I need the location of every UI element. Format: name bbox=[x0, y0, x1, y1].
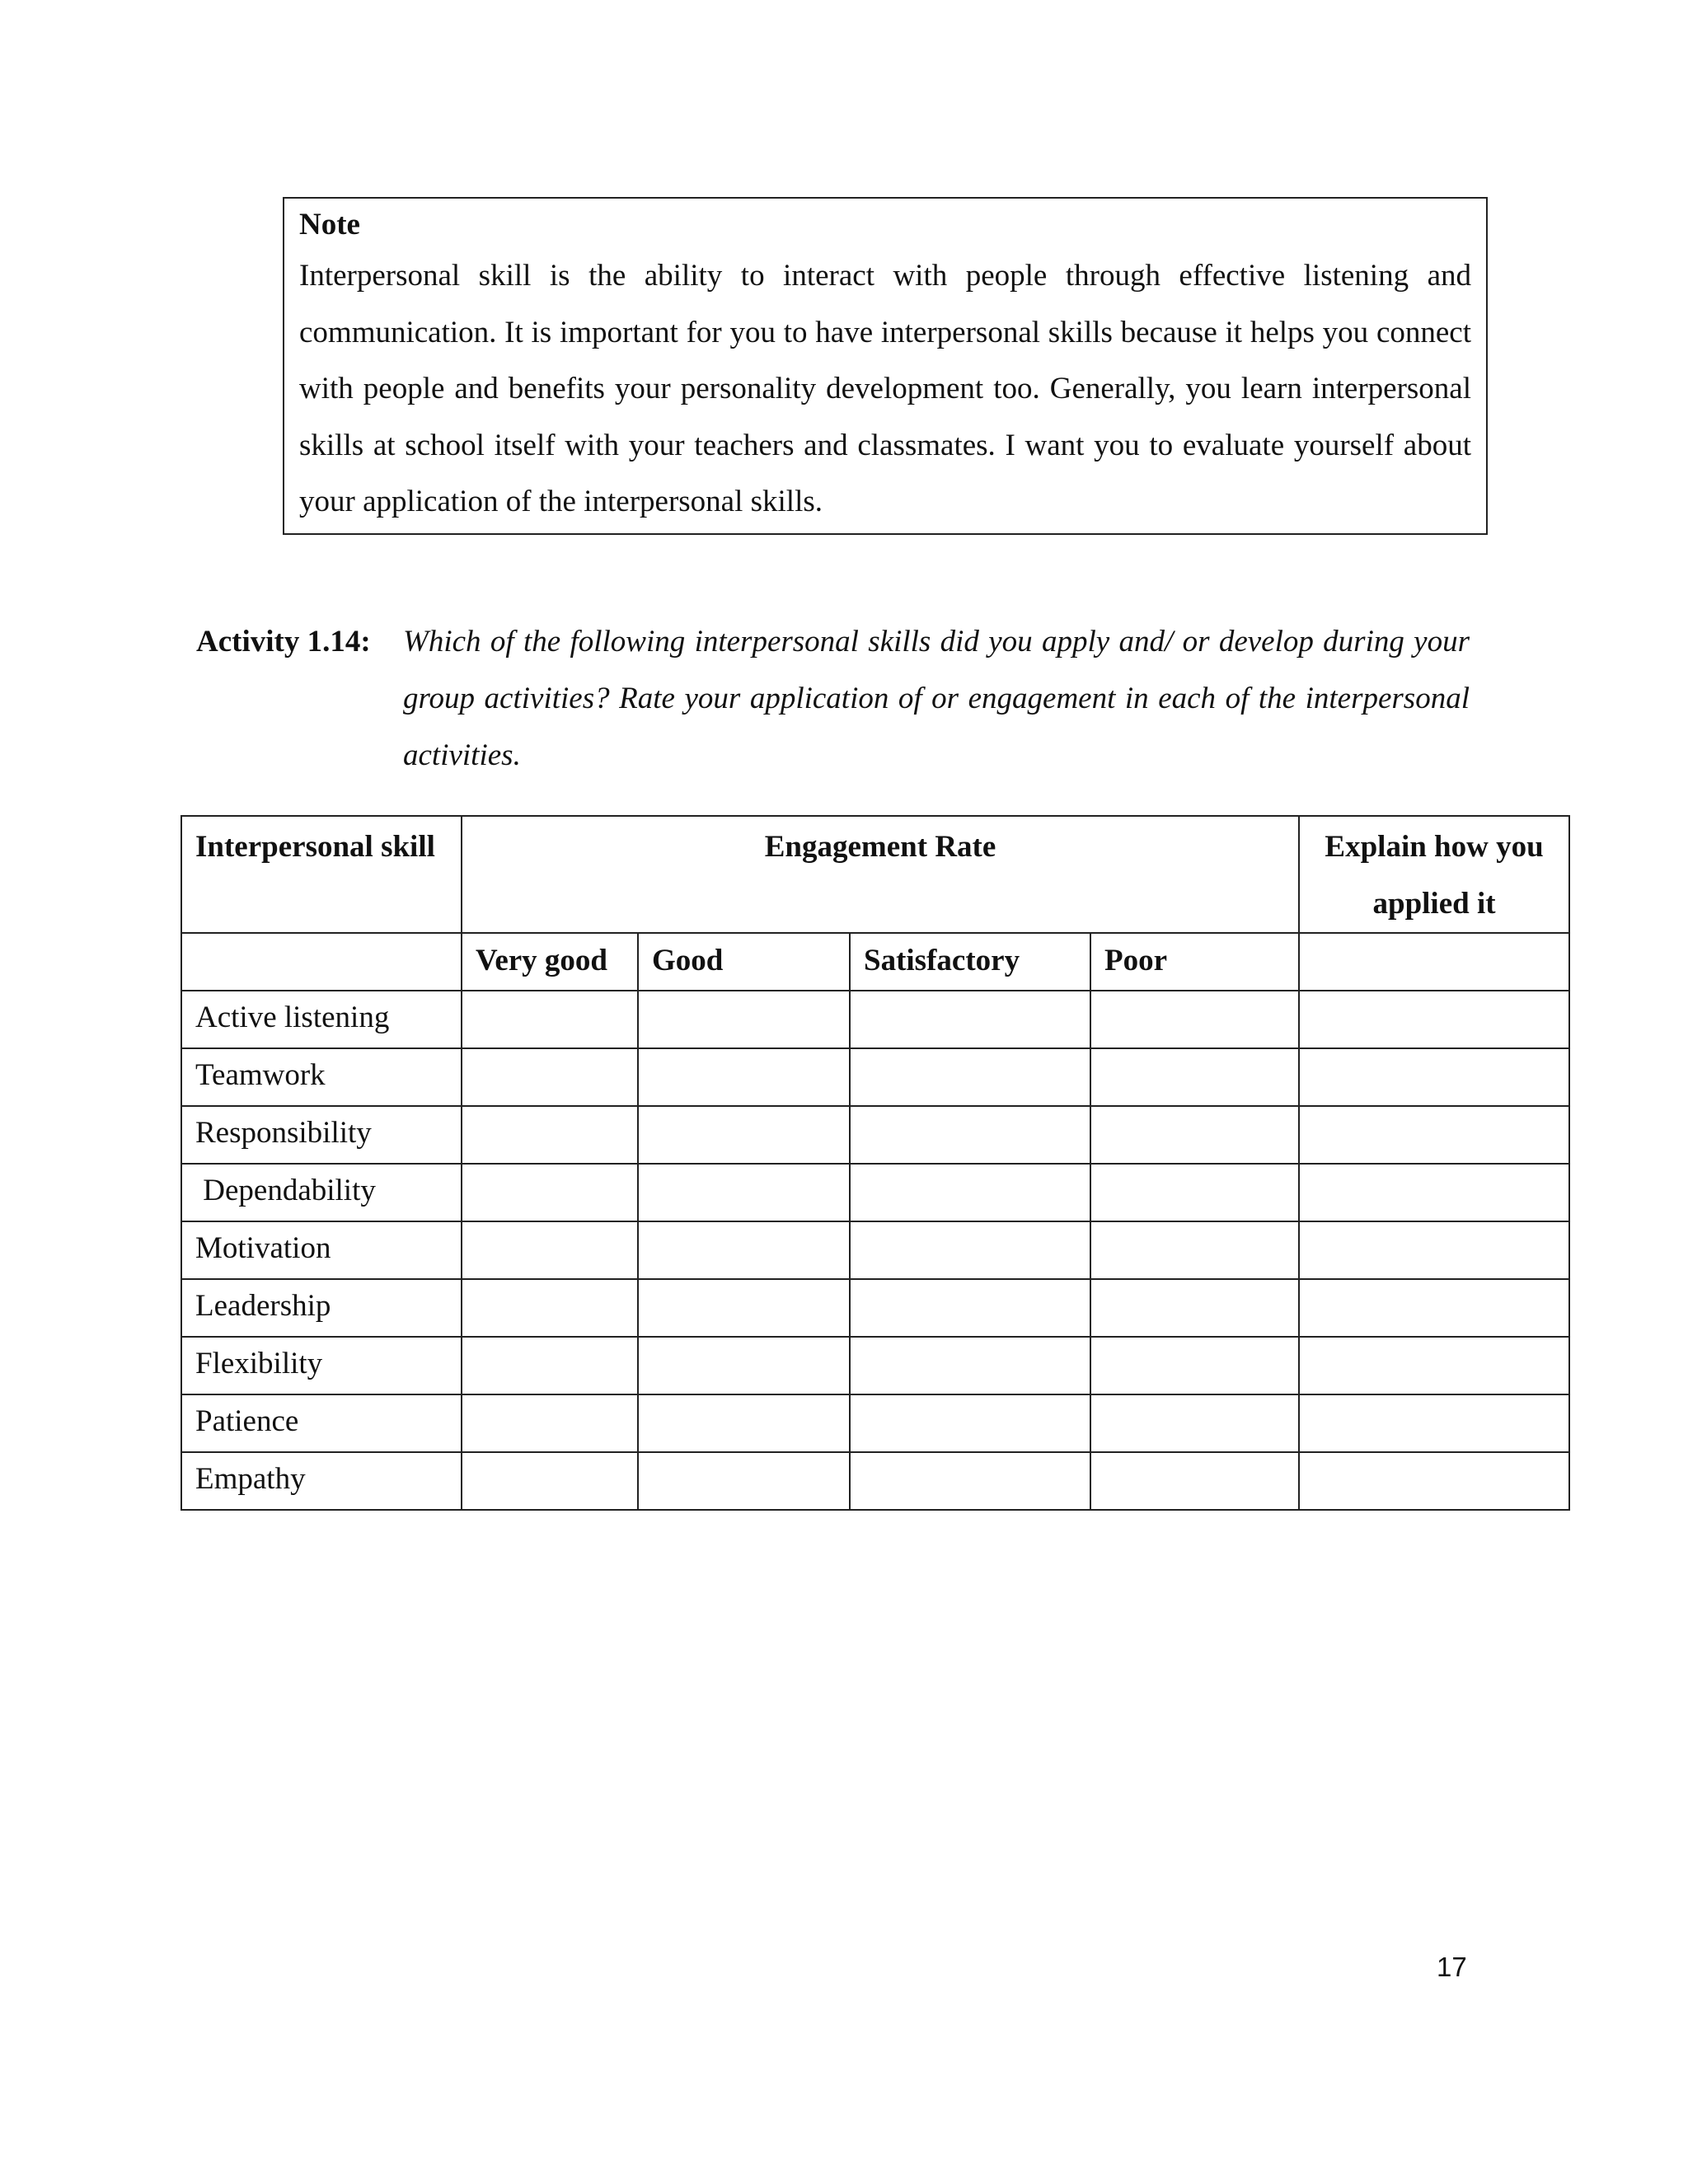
rating-cell-poor[interactable] bbox=[1090, 1279, 1299, 1337]
table-row bbox=[181, 1337, 1569, 1394]
explanation-cell[interactable] bbox=[1299, 1337, 1569, 1394]
table-row bbox=[181, 1452, 1569, 1510]
skill-name-cell: Flexibility bbox=[181, 1337, 462, 1394]
rating-cell-poor[interactable] bbox=[1090, 1164, 1299, 1221]
rating-cell-good[interactable] bbox=[638, 991, 850, 1048]
rating-cell-very-good[interactable] bbox=[462, 1337, 638, 1394]
note-body: Interpersonal skill is the ability to interact with people through effective listening and communication. It is important for you to have interpersonal skills because it helps you connect with people and benefits your personality development too. Generally, you learn interpersonal skills at school itself with your teachers and classmates. I want you to evaluate yourself about your application of the interpersonal skills. bbox=[299, 259, 1471, 518]
rating-cell-good[interactable] bbox=[638, 1221, 850, 1279]
skill-name-cell: Empathy bbox=[181, 1452, 462, 1510]
header-good: Good bbox=[638, 933, 850, 991]
rating-cell-poor[interactable] bbox=[1090, 1048, 1299, 1106]
rating-cell-very-good[interactable] bbox=[462, 1106, 638, 1164]
explanation-cell[interactable] bbox=[1299, 1106, 1569, 1164]
explanation-cell[interactable] bbox=[1299, 991, 1569, 1048]
subheader-explain-empty-cell bbox=[1299, 933, 1569, 991]
explanation-cell[interactable] bbox=[1299, 1164, 1569, 1221]
rating-cell-poor[interactable] bbox=[1090, 1394, 1299, 1452]
skill-name-cell: Motivation bbox=[181, 1221, 462, 1279]
table-row bbox=[181, 1164, 1569, 1221]
rating-cell-satisfactory[interactable] bbox=[850, 991, 1090, 1048]
rating-cell-very-good[interactable] bbox=[462, 1279, 638, 1337]
explanation-cell[interactable] bbox=[1299, 1279, 1569, 1337]
rating-cell-good[interactable] bbox=[638, 1394, 850, 1452]
skill-name-cell: Teamwork bbox=[181, 1048, 462, 1106]
rating-cell-very-good[interactable] bbox=[462, 1221, 638, 1279]
rating-cell-very-good[interactable] bbox=[462, 1394, 638, 1452]
table-row bbox=[181, 991, 1569, 1048]
explanation-cell[interactable] bbox=[1299, 1221, 1569, 1279]
skill-name-cell: Active listening bbox=[181, 991, 462, 1048]
rating-cell-good[interactable] bbox=[638, 1164, 850, 1221]
rating-cell-good[interactable] bbox=[638, 1048, 850, 1106]
skill-name-cell: Patience bbox=[181, 1394, 462, 1452]
rating-cell-satisfactory[interactable] bbox=[850, 1106, 1090, 1164]
subheader-empty-cell bbox=[181, 933, 462, 991]
rating-cell-very-good[interactable] bbox=[462, 1452, 638, 1510]
rating-cell-satisfactory[interactable] bbox=[850, 1048, 1090, 1106]
rating-cell-very-good[interactable] bbox=[462, 1164, 638, 1221]
table-subheader-row bbox=[181, 933, 1569, 991]
rating-cell-very-good[interactable] bbox=[462, 1048, 638, 1106]
rating-cell-poor[interactable] bbox=[1090, 991, 1299, 1048]
skill-name-cell: Leadership bbox=[181, 1279, 462, 1337]
explanation-cell[interactable] bbox=[1299, 1452, 1569, 1510]
rating-cell-very-good[interactable] bbox=[462, 991, 638, 1048]
table-header-row bbox=[181, 816, 1569, 933]
activity-label: Activity 1.14: bbox=[196, 625, 371, 658]
skill-name-cell: Dependability bbox=[181, 1164, 462, 1221]
rating-cell-good[interactable] bbox=[638, 1106, 850, 1164]
note-box bbox=[283, 197, 1488, 535]
table-row bbox=[181, 1221, 1569, 1279]
rating-cell-satisfactory[interactable] bbox=[850, 1452, 1090, 1510]
header-poor: Poor bbox=[1090, 933, 1299, 991]
rating-cell-poor[interactable] bbox=[1090, 1452, 1299, 1510]
rating-cell-poor[interactable] bbox=[1090, 1221, 1299, 1279]
header-satisfactory: Satisfactory bbox=[850, 933, 1090, 991]
rating-cell-satisfactory[interactable] bbox=[850, 1394, 1090, 1452]
header-explain: Explain how you applied it bbox=[1299, 816, 1569, 933]
note-title: Note bbox=[299, 208, 360, 241]
table-row bbox=[181, 1048, 1569, 1106]
rating-cell-good[interactable] bbox=[638, 1279, 850, 1337]
header-engagement-rate: Engagement Rate bbox=[462, 816, 1299, 933]
table-row bbox=[181, 1394, 1569, 1452]
header-very-good: Very good bbox=[462, 933, 638, 991]
header-interpersonal-skill: Interpersonal skill bbox=[181, 816, 462, 933]
rating-cell-poor[interactable] bbox=[1090, 1337, 1299, 1394]
rating-cell-satisfactory[interactable] bbox=[850, 1164, 1090, 1221]
rating-cell-good[interactable] bbox=[638, 1337, 850, 1394]
explanation-cell[interactable] bbox=[1299, 1394, 1569, 1452]
rating-cell-satisfactory[interactable] bbox=[850, 1221, 1090, 1279]
page-number: 17 bbox=[1437, 1952, 1467, 1982]
rating-cell-poor[interactable] bbox=[1090, 1106, 1299, 1164]
rating-cell-satisfactory[interactable] bbox=[850, 1337, 1090, 1394]
rating-cell-satisfactory[interactable] bbox=[850, 1279, 1090, 1337]
explanation-cell[interactable] bbox=[1299, 1048, 1569, 1106]
table-row bbox=[181, 1106, 1569, 1164]
skill-rows bbox=[181, 991, 1569, 1510]
skill-name-cell: Responsibility bbox=[181, 1106, 462, 1164]
rating-cell-good[interactable] bbox=[638, 1452, 850, 1510]
skills-rating-table bbox=[181, 815, 1570, 1511]
activity-instructions: Which of the following interpersonal skills did you apply and/ or develop during your group activities? Rate your application of or engagement in each of the interpersonal activities. bbox=[403, 625, 1470, 772]
table-row bbox=[181, 1279, 1569, 1337]
